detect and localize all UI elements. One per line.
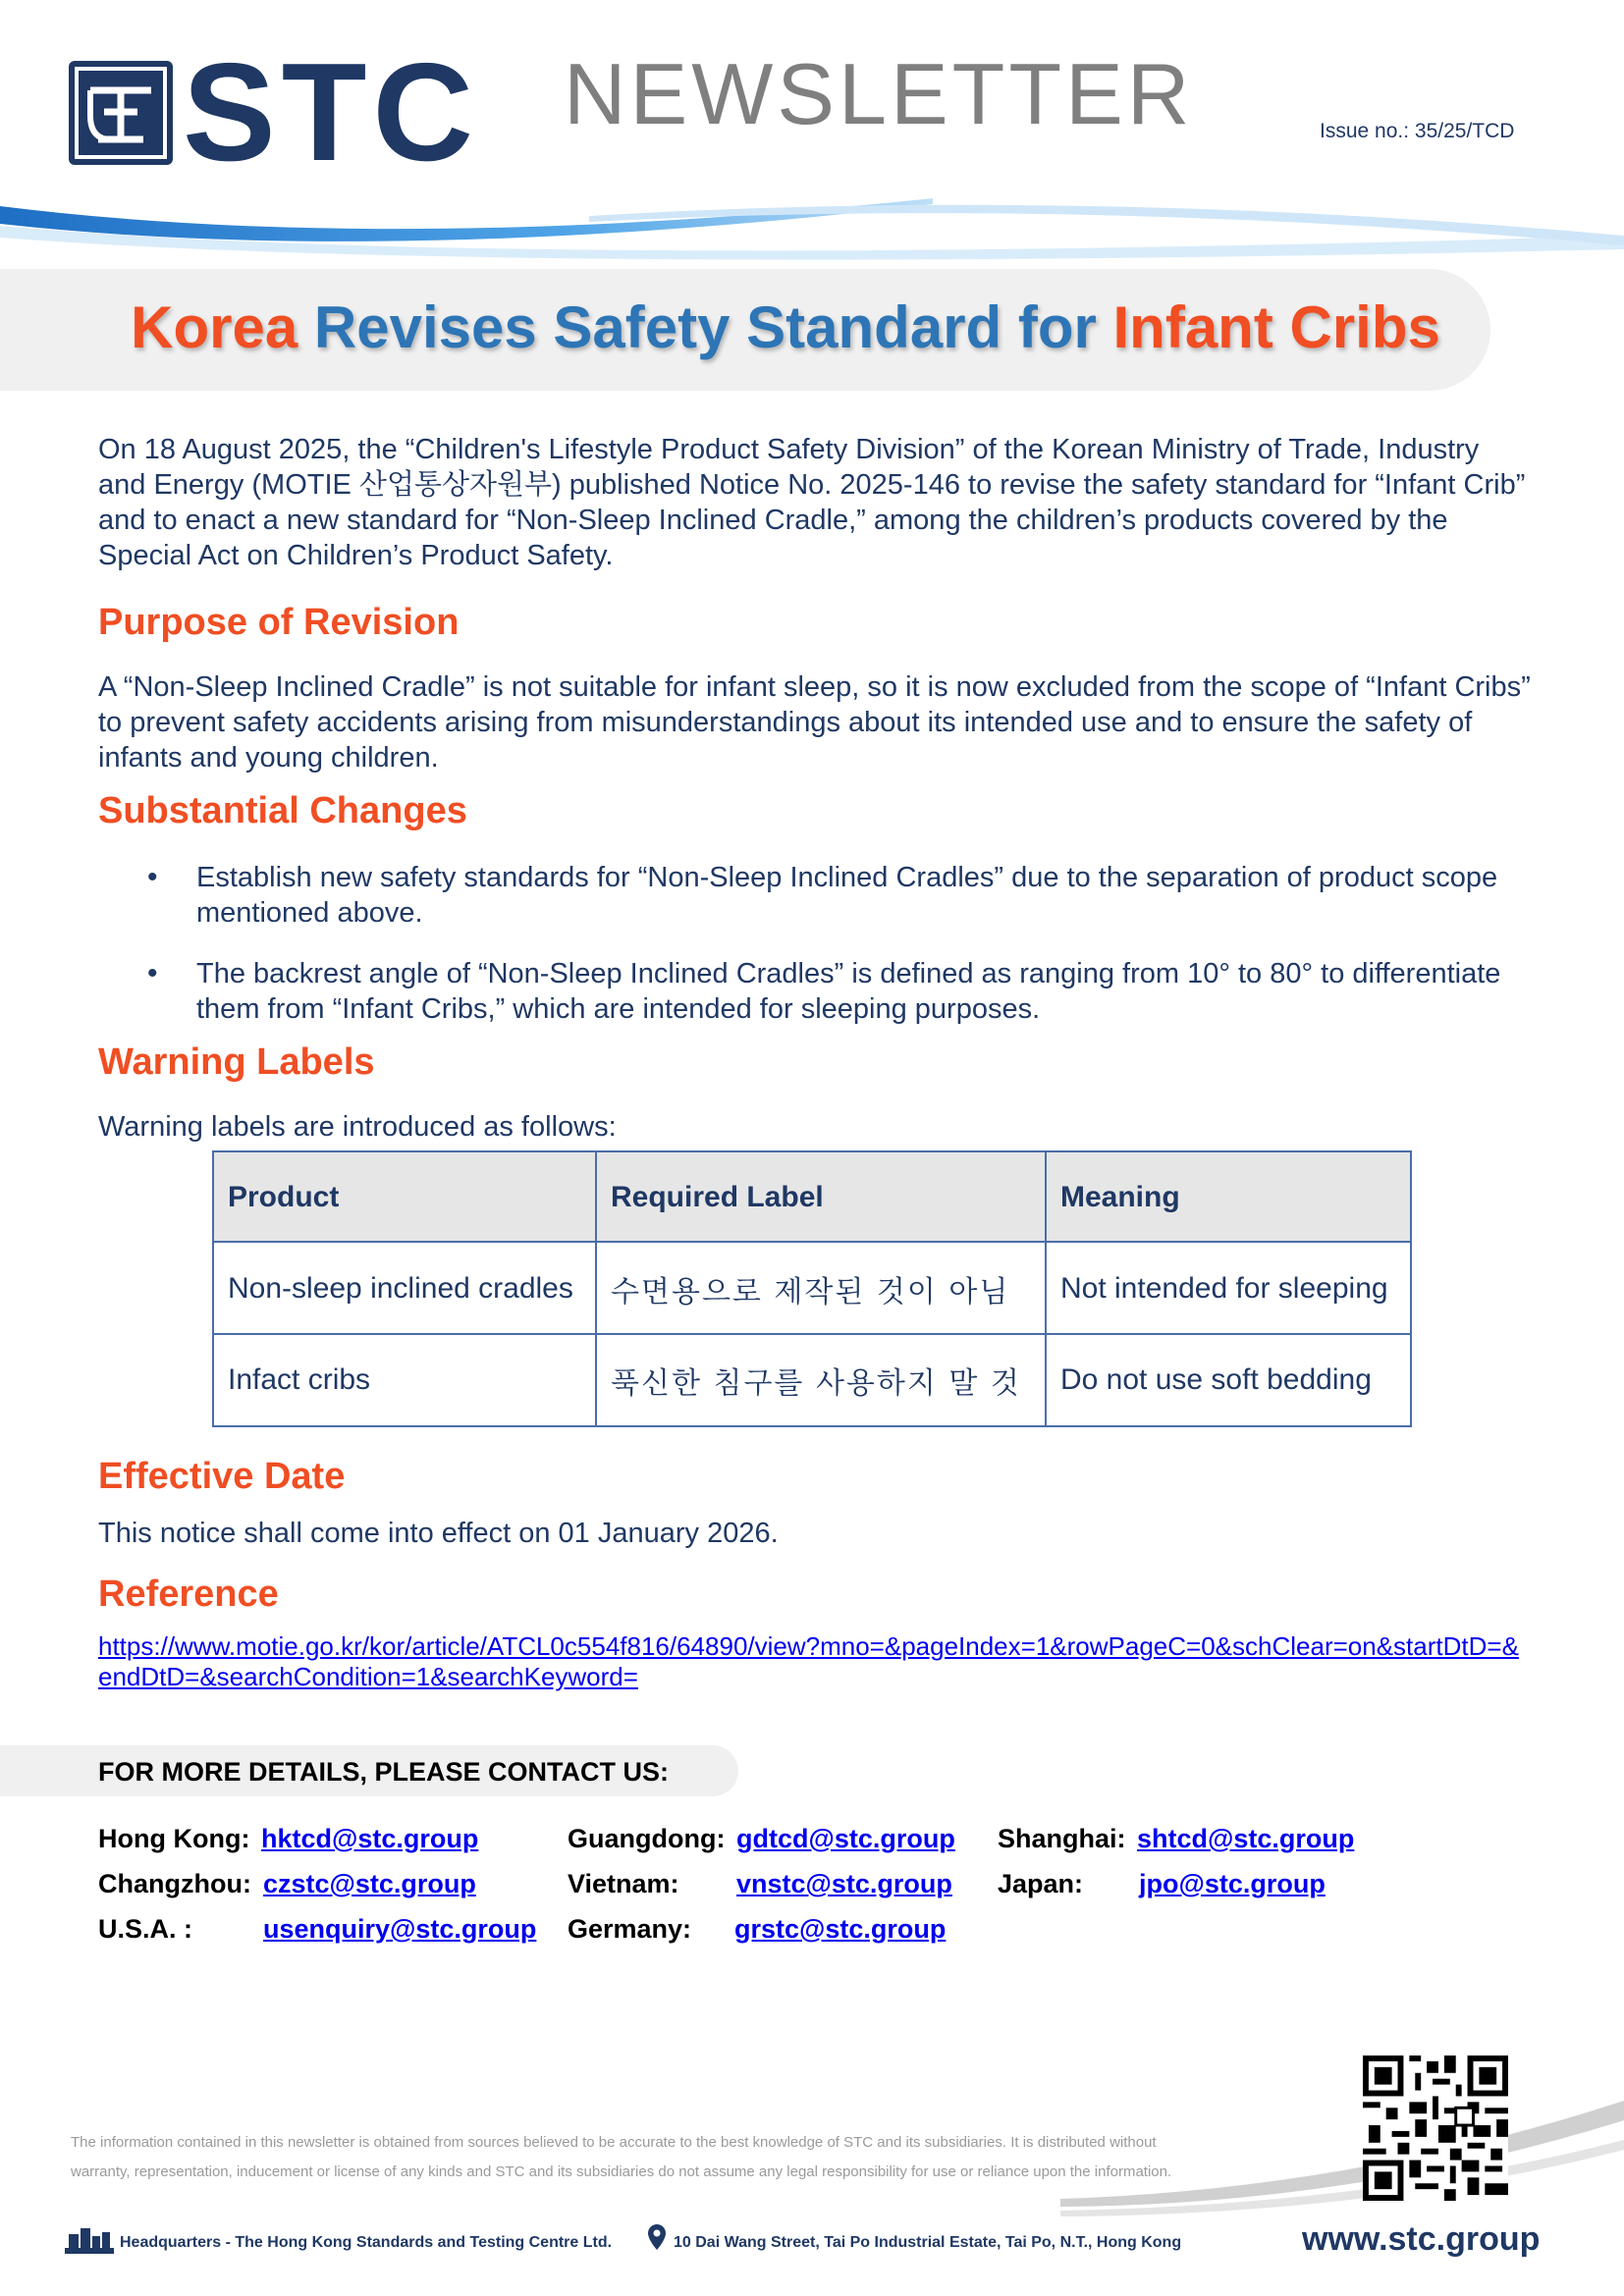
location-pin-icon xyxy=(648,2224,666,2250)
disclaimer-line-1: The information contained in this newsletter is obtained from sources believed to be accurate to the best knowledge of STC and its subsidiaries. It is distributed without xyxy=(71,2134,1157,2151)
contact-label-germany: Germany: xyxy=(568,1914,692,1944)
contact-email-vietnam[interactable]: vnstc@stc.group xyxy=(736,1869,952,1898)
contact-email-hong-kong[interactable]: hktcd@stc.group xyxy=(261,1824,479,1853)
contact-label-changzhou: Changzhou: xyxy=(98,1869,251,1898)
contact-label-hong-kong: Hong Kong: xyxy=(98,1824,250,1853)
table-header-meaning: Meaning xyxy=(1047,1152,1410,1243)
contact-label-guangdong: Guangdong: xyxy=(568,1824,726,1853)
table-cell-product: Infact cribs xyxy=(228,1363,371,1396)
contact-label-usa: U.S.A. : xyxy=(98,1914,193,1944)
qr-code[interactable] xyxy=(1363,2056,1508,2201)
table-cell-required-label: 푹신한 침구를 사용하지 말 것 xyxy=(611,1366,1021,1401)
contact-email-guangdong[interactable]: gdtcd@stc.group xyxy=(736,1824,955,1853)
bullet-item-1: Establish new safety standards for “Non-Sleep Inclined Cradles” due to the separation of product scope mentioned above. xyxy=(196,862,1498,929)
warning-labels-table xyxy=(212,1150,1412,1427)
bullet-marker: • xyxy=(147,861,158,893)
footer-address: 10 Dai Wang Street, Tai Po Industrial Estate, Tai Po, N.T., Hong Kong xyxy=(674,2234,1182,2251)
bullet-item-2: The backrest angle of “Non-Sleep Inclined Cradles” is defined as ranging from 10° to 80° to differentiate them from “Infant Cribs,” which are intended for sleeping purposes. xyxy=(196,958,1501,1025)
warning-intro-text: Warning labels are introduced as follows: xyxy=(98,1111,617,1143)
stc-emblem-icon xyxy=(69,61,173,165)
intro-paragraph: On 18 August 2025, the “Children's Lifestyle Product Safety Division” of the Korean Ministry of Trade, Industry and Energy (MOTIE 산업통상자원부) published Notice No. 2025-146 to revise the safety standard for “Infant Crib” and to enact a new standard for “Non-Sleep Inclined Cradle,” among the children’s products covered by the Special Act on Children’s Product Safety. xyxy=(98,434,1526,571)
footer-website[interactable]: www.stc.group xyxy=(1302,2220,1541,2258)
table-divider xyxy=(214,1333,1410,1335)
table-divider xyxy=(1045,1152,1047,1425)
contact-email-usa[interactable]: usenquiry@stc.group xyxy=(263,1914,537,1944)
heading-reference: Reference xyxy=(98,1574,279,1615)
table-cell-meaning: Do not use soft bedding xyxy=(1060,1363,1372,1396)
title-part-infant-cribs: Infant Cribs xyxy=(1112,294,1440,360)
reference-link-wrapper xyxy=(98,1631,1532,1692)
table-header-required-label: Required Label xyxy=(597,1152,1047,1243)
reference-link[interactable]: https://www.motie.go.kr/kor/article/ATCL0c554f816/64890/view?mno=&pageIndex=1&rowPageC=0&schClear=on&startDtD=&endDtD=&searchCondition=1&searchKeyword= xyxy=(98,1631,1519,1691)
stc-logo-mark xyxy=(69,61,173,165)
issue-number: Issue no.: 35/25/TCD xyxy=(1320,120,1515,142)
disclaimer-line-2: warranty, representation, inducement or license of any kinds and STC and its subsidiaries do not assume any legal responsibility for use or reliance upon the information. xyxy=(71,2163,1172,2180)
header-swoosh-decoration xyxy=(0,177,1624,275)
heading-purpose: Purpose of Revision xyxy=(98,602,460,643)
stc-logo-text: STC xyxy=(183,34,479,190)
table-cell-required-label: 수면용으로 제작된 것이 아님 xyxy=(611,1275,1010,1309)
contact-email-changzhou[interactable]: czstc@stc.group xyxy=(263,1869,476,1898)
contact-email-japan[interactable]: jpo@stc.group xyxy=(1139,1869,1326,1898)
table-divider xyxy=(214,1241,1410,1243)
table-cell-product: Non-sleep inclined cradles xyxy=(228,1272,573,1305)
contact-email-shanghai[interactable]: shtcd@stc.group xyxy=(1137,1824,1355,1853)
contact-label-shanghai: Shanghai: xyxy=(998,1824,1126,1853)
heading-substantial-changes: Substantial Changes xyxy=(98,790,467,831)
contact-title: FOR MORE DETAILS, PLEASE CONTACT US: xyxy=(98,1757,670,1787)
effective-date-text: This notice shall come into effect on 01 January 2026. xyxy=(98,1518,779,1549)
title-part-korea: Korea xyxy=(131,294,298,360)
contact-label-vietnam: Vietnam: xyxy=(568,1869,679,1898)
table-header-product: Product xyxy=(214,1152,597,1243)
building-icon xyxy=(65,2224,114,2254)
page-title xyxy=(0,291,1571,365)
table-divider xyxy=(595,1152,597,1425)
purpose-paragraph: A “Non-Sleep Inclined Cradle” is not suitable for infant sleep, so it is now excluded from the scope of “Infant Cribs” to prevent safety accidents arising from misunderstandings about its intended use and to ensure the safety of infants and young children. xyxy=(98,671,1531,774)
bullet-marker: • xyxy=(147,957,158,989)
contact-label-japan: Japan: xyxy=(998,1869,1084,1898)
heading-warning-labels: Warning Labels xyxy=(98,1041,375,1083)
contact-email-germany[interactable]: grstc@stc.group xyxy=(734,1914,947,1944)
table-cell-meaning: Not intended for sleeping xyxy=(1060,1272,1388,1305)
title-part-middle: Revises Safety Standard for xyxy=(313,294,1097,360)
newsletter-wordmark: NEWSLETTER xyxy=(564,45,1194,142)
heading-effective-date: Effective Date xyxy=(98,1456,346,1497)
footer-headquarters: Headquarters - The Hong Kong Standards and Testing Centre Ltd. xyxy=(120,2234,613,2251)
